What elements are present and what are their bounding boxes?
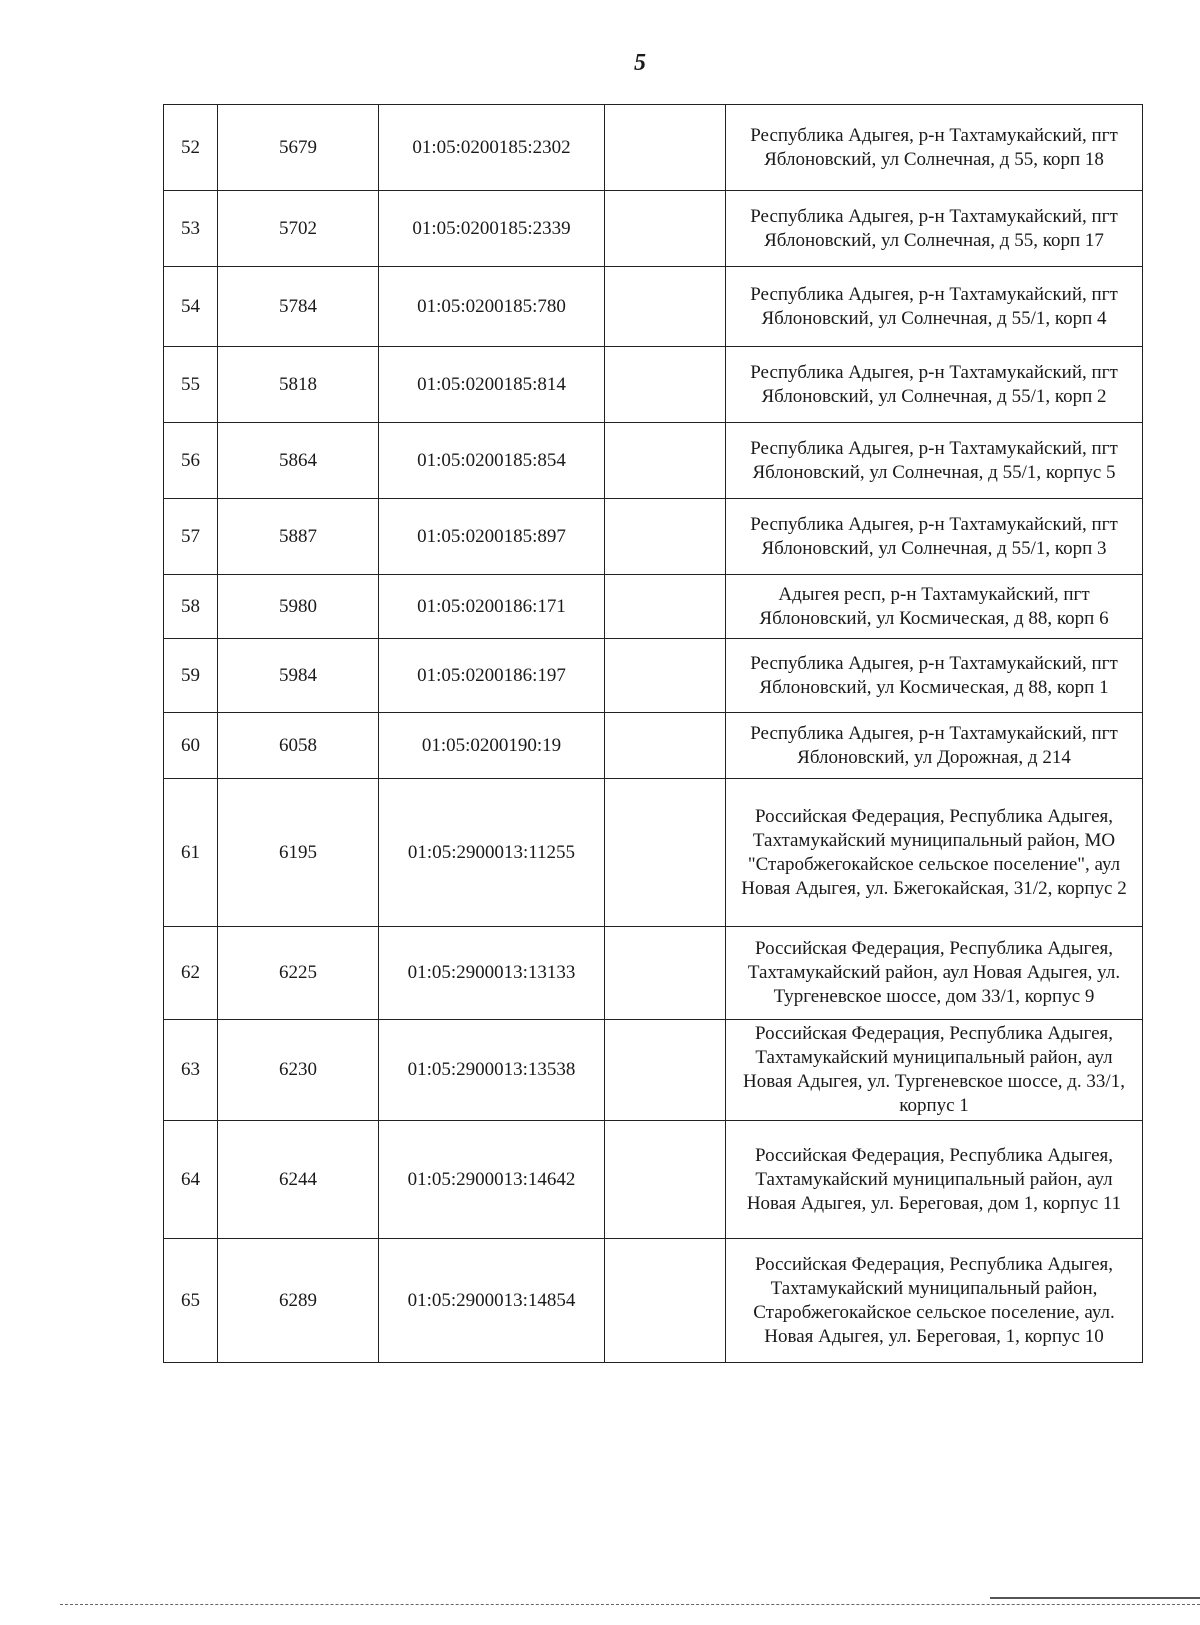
address-cell: Российская Федерация, Республика Адыгея, Тахтамукайский район, аул Новая Адыгея, ул. Тургеневское шоссе, дом 33/1, корпус 9: [726, 927, 1143, 1020]
row-number-cell: 58: [164, 575, 218, 639]
table-row: [164, 575, 1143, 639]
object-code-cell: 5784: [218, 267, 379, 347]
address-cell: Адыгея респ, р-н Тахтамукайский, пгт Яблоновский, ул Космическая, д 88, корп 6: [726, 575, 1143, 639]
address-cell: Республика Адыгея, р-н Тахтамукайский, пгт Яблоновский, ул Космическая, д 88, корп 1: [726, 639, 1143, 713]
table-row: [164, 779, 1143, 927]
object-code-cell: 6195: [218, 779, 379, 927]
row-number-cell: 63: [164, 1020, 218, 1121]
cadastral-number-cell: 01:05:2900013:13133: [379, 927, 605, 1020]
empty-cell: [605, 779, 726, 927]
cadastral-number-cell: 01:05:0200185:854: [379, 423, 605, 499]
cadastral-number-cell: 01:05:2900013:11255: [379, 779, 605, 927]
table-row: [164, 927, 1143, 1020]
address-cell: Республика Адыгея, р-н Тахтамукайский, пгт Яблоновский, ул Солнечная, д 55, корп 17: [726, 191, 1143, 267]
address-cell: Российская Федерация, Республика Адыгея, Тахтамукайский муниципальный район, аул Новая Адыгея, ул. Береговая, дом 1, корпус 11: [726, 1121, 1143, 1239]
object-code-cell: 5980: [218, 575, 379, 639]
cadastral-number-cell: 01:05:0200186:171: [379, 575, 605, 639]
cadastral-number-cell: 01:05:0200186:197: [379, 639, 605, 713]
empty-cell: [605, 713, 726, 779]
row-number-cell: 61: [164, 779, 218, 927]
empty-cell: [605, 1239, 726, 1363]
cadastral-number-cell: 01:05:2900013:14854: [379, 1239, 605, 1363]
empty-cell: [605, 499, 726, 575]
row-number-cell: 53: [164, 191, 218, 267]
empty-cell: [605, 927, 726, 1020]
footer-divider: [60, 1604, 1200, 1605]
table-row: [164, 499, 1143, 575]
object-code-cell: 5702: [218, 191, 379, 267]
row-number-cell: 56: [164, 423, 218, 499]
row-number-cell: 62: [164, 927, 218, 1020]
object-code-cell: 6289: [218, 1239, 379, 1363]
registry-table: [163, 104, 1143, 1363]
object-code-cell: 5679: [218, 105, 379, 191]
table-row: [164, 267, 1143, 347]
table-row: [164, 191, 1143, 267]
row-number-cell: 64: [164, 1121, 218, 1239]
table-row: [164, 1239, 1143, 1363]
empty-cell: [605, 267, 726, 347]
address-cell: Республика Адыгея, р-н Тахтамукайский, пгт Яблоновский, ул Солнечная, д 55, корп 18: [726, 105, 1143, 191]
empty-cell: [605, 1020, 726, 1121]
address-cell: Республика Адыгея, р-н Тахтамукайский, пгт Яблоновский, ул Солнечная, д 55/1, корп 4: [726, 267, 1143, 347]
table-row: [164, 639, 1143, 713]
object-code-cell: 5984: [218, 639, 379, 713]
row-number-cell: 52: [164, 105, 218, 191]
empty-cell: [605, 191, 726, 267]
table-row: [164, 347, 1143, 423]
address-cell: Российская Федерация, Республика Адыгея, Тахтамукайский муниципальный район, МО "Старобжегокайское сельское поселение", аул Новая Адыгея, ул. Бжегокайская, 31/2, корпус 2: [726, 779, 1143, 927]
object-code-cell: 5887: [218, 499, 379, 575]
cadastral-number-cell: 01:05:0200185:814: [379, 347, 605, 423]
cadastral-number-cell: 01:05:0200185:897: [379, 499, 605, 575]
row-number-cell: 60: [164, 713, 218, 779]
row-number-cell: 65: [164, 1239, 218, 1363]
address-cell: Республика Адыгея, р-н Тахтамукайский, пгт Яблоновский, ул Солнечная, д 55/1, корп 2: [726, 347, 1143, 423]
cadastral-number-cell: 01:05:0200185:780: [379, 267, 605, 347]
row-number-cell: 54: [164, 267, 218, 347]
empty-cell: [605, 575, 726, 639]
registry-table-body: [164, 105, 1143, 1363]
row-number-cell: 55: [164, 347, 218, 423]
address-cell: Республика Адыгея, р-н Тахтамукайский, пгт Яблоновский, ул Дорожная, д 214: [726, 713, 1143, 779]
empty-cell: [605, 1121, 726, 1239]
address-cell: Российская Федерация, Республика Адыгея, Тахтамукайский муниципальный район, Старобжегокайское сельское поселение, аул. Новая Адыгея, ул. Береговая, 1, корпус 10: [726, 1239, 1143, 1363]
table-row: [164, 713, 1143, 779]
address-cell: Республика Адыгея, р-н Тахтамукайский, пгт Яблоновский, ул Солнечная, д 55/1, корпус 5: [726, 423, 1143, 499]
object-code-cell: 6230: [218, 1020, 379, 1121]
address-cell: Республика Адыгея, р-н Тахтамукайский, пгт Яблоновский, ул Солнечная, д 55/1, корп 3: [726, 499, 1143, 575]
cadastral-number-cell: 01:05:2900013:14642: [379, 1121, 605, 1239]
empty-cell: [605, 423, 726, 499]
table-row: [164, 1121, 1143, 1239]
object-code-cell: 6225: [218, 927, 379, 1020]
cadastral-number-cell: 01:05:2900013:13538: [379, 1020, 605, 1121]
empty-cell: [605, 347, 726, 423]
table-row: [164, 423, 1143, 499]
object-code-cell: 5818: [218, 347, 379, 423]
footer-divider-right: [990, 1597, 1200, 1599]
empty-cell: [605, 639, 726, 713]
cadastral-number-cell: 01:05:0200190:19: [379, 713, 605, 779]
row-number-cell: 59: [164, 639, 218, 713]
table-row: [164, 1020, 1143, 1121]
table-row: [164, 105, 1143, 191]
object-code-cell: 5864: [218, 423, 379, 499]
cadastral-number-cell: 01:05:0200185:2339: [379, 191, 605, 267]
row-number-cell: 57: [164, 499, 218, 575]
object-code-cell: 6058: [218, 713, 379, 779]
empty-cell: [605, 105, 726, 191]
address-cell: Российская Федерация, Республика Адыгея, Тахтамукайский муниципальный район, аул Новая Адыгея, ул. Тургеневское шоссе, д. 33/1, корпус 1: [726, 1020, 1143, 1121]
cadastral-number-cell: 01:05:0200185:2302: [379, 105, 605, 191]
page-number: 5: [634, 50, 646, 76]
object-code-cell: 6244: [218, 1121, 379, 1239]
